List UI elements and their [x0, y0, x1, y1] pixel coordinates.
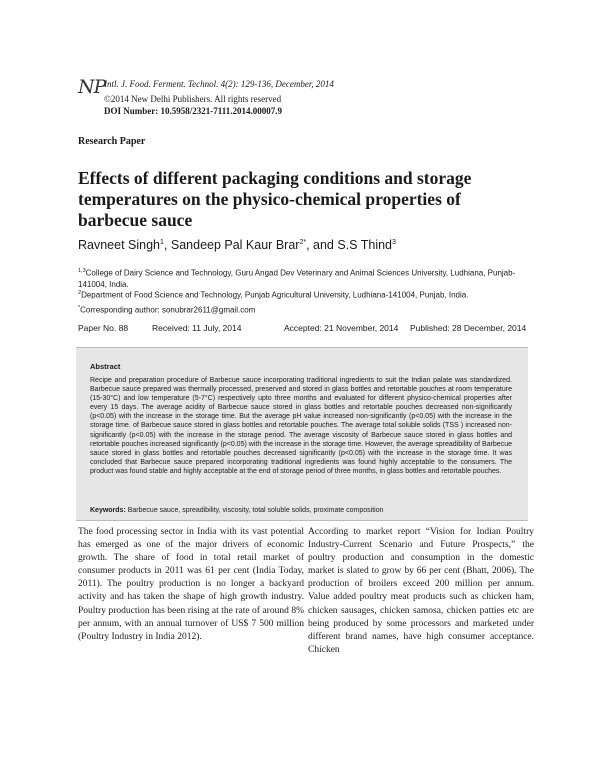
corresponding-author [78, 303, 538, 316]
journal-citation: Intl. J. Food. Ferment. Technol. 4(2): 129-136, December, 2014 [104, 79, 334, 89]
affiliation-marker: 2 [78, 290, 82, 296]
abstract-text: Recipe and preparation procedure of Barbecue sauce incorporating traditional ingredients to suit the Indian palate was standardized. Barbecue sauce prepared was thermally processed, preserved and stored in glass bottles and retortable pouches at room temperature (15-30°C) and low temperature (5-7°C) respectively upto three months and evaluated for different physico-chemical properties after every 15 days. The average acidity of Barbecue sauce stored in glass bottles and retortable pouches decreased non-significantly (p<0.05) with the increase in the storage time. But the average pH value increased non-significantly (p<0.05) with the increase in the storage time. of Barbecue sauce stored in glass bottles and retortable pouches. The average total soluble solids (TSS ) increased non-significantly (p<0.05) with the increase in the storage period. The average viscosity of Barbecue sauce stored in glass bottles and retortable pouches increased significantly (p<0.05) with the increase in the storage time. However, the average spreadibility of Barbecue sauce stored in glass bottles and retortable pouches decreased significantly (p<0.05) with the increase in the storage time. It was concluded that Barbecue sauce prepared incorporating traditional ingredients was found highly acceptable to the consumers. The product was found stable and highly acceptable at the end of storage period of three months, in glass bottles and retortable pouches. [90, 377, 512, 475]
doi-number: DOI Number: 10.5958/2321-7111.2014.00007.9 [104, 106, 283, 116]
affiliation-text: College of Dairy Science and Technology, Guru Angad Dev Veterinary and Animal Sciences University, Ludhiana, Punjab-141004, India. [78, 268, 516, 289]
author-name: Ravneet Singh [78, 238, 161, 252]
author-affiliation-marker: 1 [160, 238, 164, 246]
author-separator: , [163, 238, 171, 252]
keywords-label: Keywords: [90, 507, 126, 514]
author-affiliation-marker: 3 [392, 238, 396, 246]
corresponding-marker: * [78, 305, 81, 311]
keywords [90, 507, 520, 514]
body-column-left: The food processing sector in India with its vast potential has emerged as one of the major drivers of economic growth. The share of food in total retail market of consumer products in 2011 was 61 per cent (India Today, 2011). The poultry production is no longer a backyard activity and has taken the shape of high growth industry. Poultry production has been rising at the rate of around 8% per annum, with an annual turnover of US$ 7 500 million (Poultry Industry in India 2012). [78, 527, 304, 642]
author-affiliation-marker: 2* [299, 238, 307, 246]
publisher-logo: NP [78, 76, 106, 98]
keywords-list: Barbecue sauce, spreadibility, viscosity, total soluble solids, proximate composition [125, 507, 384, 514]
received-date: Received: 11 July, 2014 [152, 323, 242, 333]
paper-number: Paper No. 88 [78, 323, 129, 333]
affiliation-text: Department of Food Science and Technology, Punjab Agricultural University, Ludhiana-141004, Punjab, India. [81, 290, 469, 300]
abstract-box [76, 347, 528, 521]
affiliation [78, 288, 538, 301]
corresponding-email: Corresponding author: sonubrar2611@gmail.com [80, 305, 256, 315]
copyright-notice: ©2014 New Delhi Publishers. All rights reserved [104, 94, 282, 104]
author-name: Sandeep Pal Kaur Brar [170, 238, 300, 252]
affiliation-marker: 1,3 [78, 268, 86, 274]
article-type: Research Paper [78, 136, 146, 147]
accepted-date: Accepted: 21 November, 2014 [284, 323, 399, 333]
author-separator: , and [306, 238, 338, 252]
abstract-heading: Abstract [90, 362, 121, 371]
body-column-right: According to market report “Vision for Indian Poultry Industry-Current Scenario and Future Prospects,” the poultry production and consumption in the domestic market is slated to grow by 66 per cent (Bhatt, 2006). The production of broilers exceed 200 million per annum. Value added poultry meat products such as chicken ham, chicken sausages, chicken samosa, chicken patties etc are being produced by some processors and marketed under different brand names, have high consumer acceptance. Chicken [308, 527, 534, 655]
author-list [78, 238, 396, 252]
paper-title: Effects of different packaging conditions and storage temperatures on the physico-chemical properties of barbecue sauce [78, 168, 472, 230]
affiliation [78, 266, 538, 290]
published-date: Published: 28 December, 2014 [410, 323, 527, 333]
author-name: S.S Thind [337, 238, 393, 252]
